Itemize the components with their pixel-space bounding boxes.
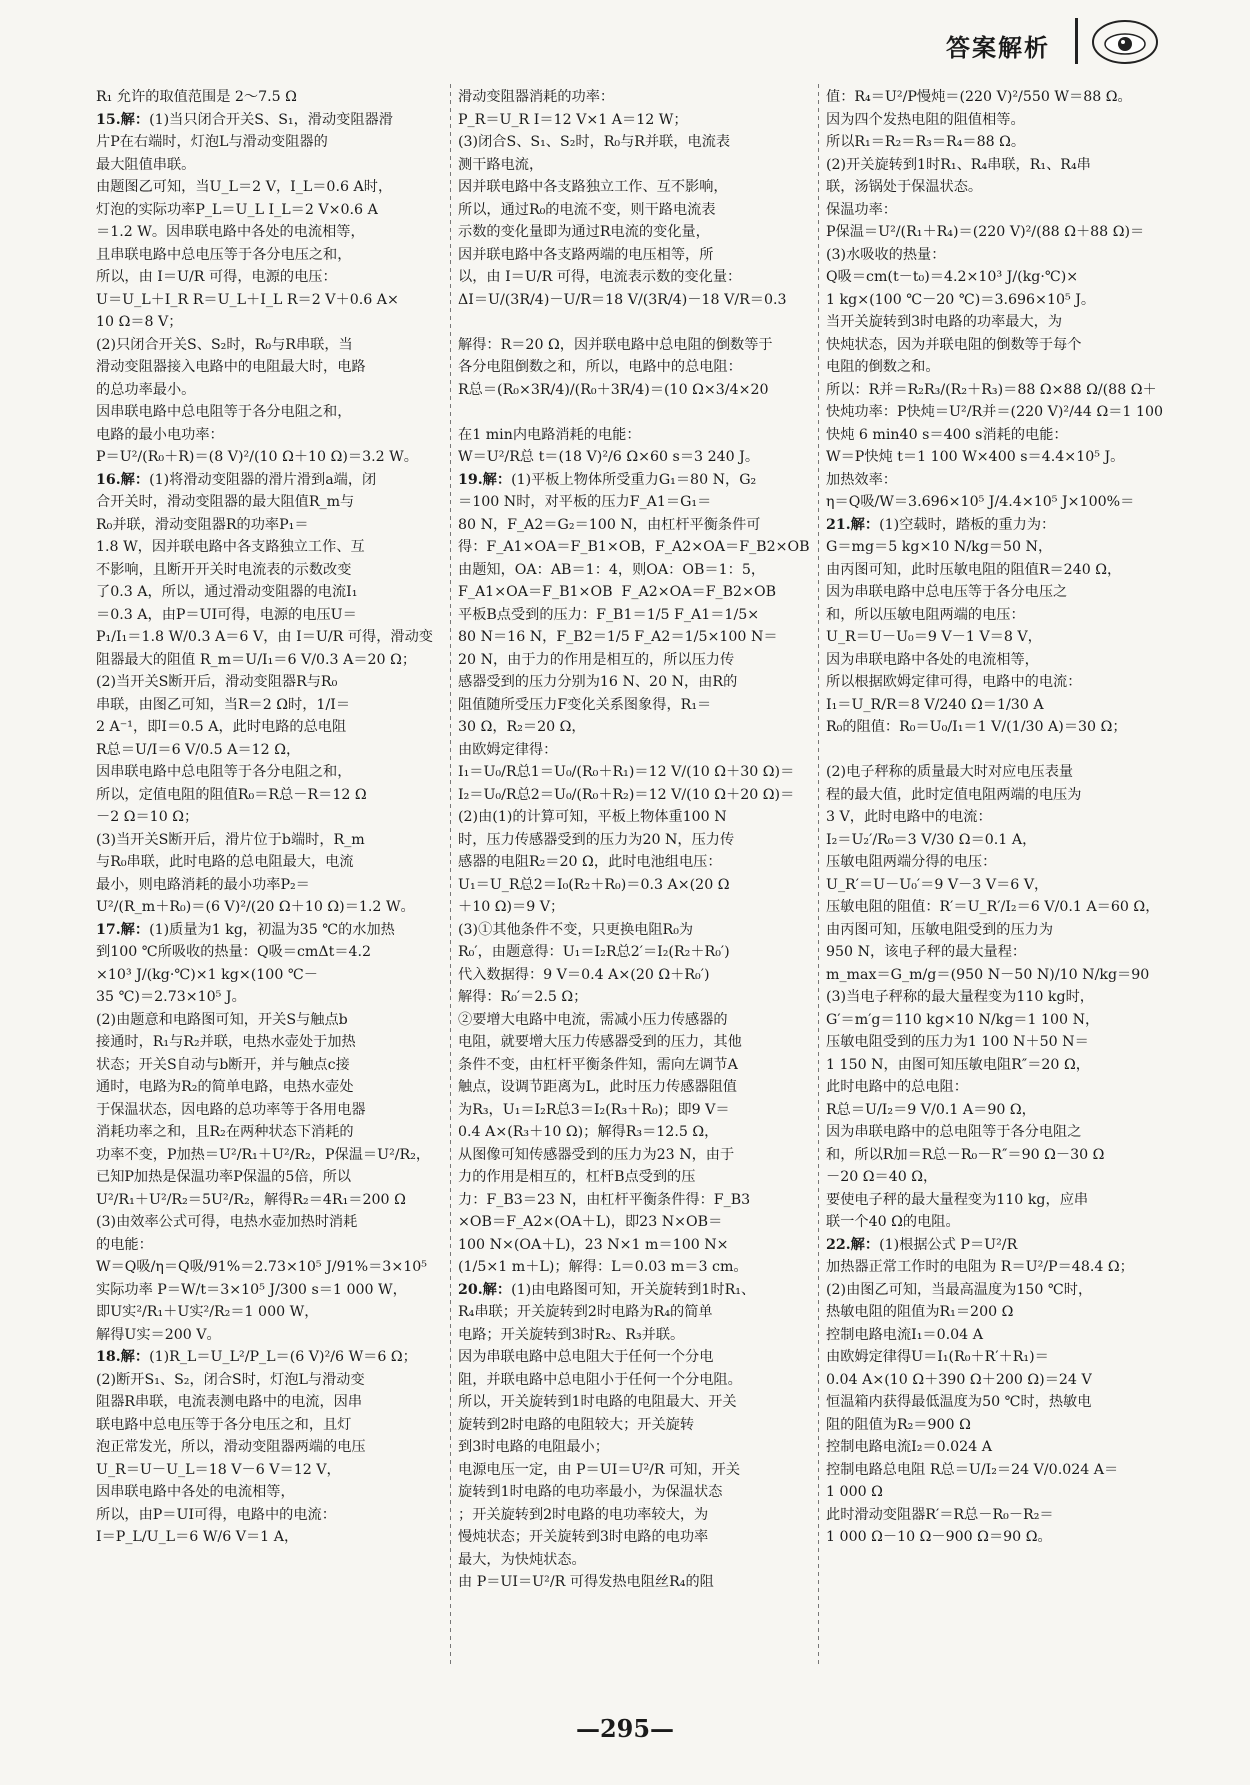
answer-line: 解得：R₀′＝2.5 Ω； (458, 989, 588, 1005)
answer-line: 21.解：(1)空载时，踏板的重力为： (826, 516, 1056, 533)
answer-line: (3)水吸收的热量： (826, 246, 946, 263)
answer-line: 加热器正常工作时的电阻为 R＝U²/P＝48.4 Ω； (826, 1259, 1134, 1275)
answer-line: 30 Ω，R₂＝20 Ω， (458, 719, 586, 735)
answer-line: (2)电子秤称的质量最大时对应电压表量 (826, 764, 1074, 780)
answer-line: 因为串联电路中各处的电流相等， (826, 651, 1039, 668)
answer-line: (2)只闭合开关S、S₂时，R₀与R串联，当 (96, 336, 353, 353)
answer-line: 所以，通过R₀的电流不变，则干路电流表 (458, 201, 716, 218)
answer-line: G＝mg＝5 kg×10 N/kg＝50 N， (826, 539, 1053, 555)
answer-line: 各分电阻倒数之和，所以，电路中的总电阻： (458, 359, 742, 375)
answer-line: I₁＝U_R/R＝8 V/240 Ω＝1/30 A (826, 696, 1044, 713)
answer-line: (2)断开S₁、S₂，闭合S时，灯泡L与滑动变 (96, 1371, 365, 1388)
answer-line: 功率不变，P加热＝U²/R₁＋U²/R₂，P保温＝U²/R₂， (96, 1146, 431, 1163)
answer-line: 在1 min内电路消耗的电能： (458, 426, 641, 443)
answer-line: 80 N＝16 N，F_B2＝1/5 F_A2＝1/5×100 N＝ (458, 629, 778, 645)
answer-line: 1 150 N，由图可知压敏电阻R″＝20 Ω， (826, 1056, 1090, 1073)
answer-line: 压敏电阻受到的压力为1 100 N＋50 N＝ (826, 1034, 1089, 1050)
answer-line: ＝100 N时，对平板的压力F_A1＝G₁＝ (458, 494, 712, 510)
answer-line: (2)由图乙可知，当最高温度为150 ℃时， (826, 1281, 1093, 1298)
answer-line: W＝U²/R总 t＝(18 V)²/6 Ω×60 s＝3 240 J。 (458, 449, 760, 465)
answer-line: 因为四个发热电阻的阻值相等。 (826, 111, 1025, 128)
answer-line: R总＝U/I＝6 V/0.5 A＝12 Ω， (96, 741, 301, 758)
answer-line: 19.解：(1)平板上物体所受重力G₁＝80 N，G₂ (458, 471, 757, 488)
answer-line: ＝1.2 W。因串联电路中各处的电流相等， (96, 224, 365, 240)
answer-line: 因为串联电路中总电压等于各分电压之 (826, 584, 1068, 600)
answer-line: 热敏电阻的阻值为R₁＝200 Ω (826, 1304, 1014, 1320)
answer-line: 控制电路电流I₁＝0.04 A (826, 1326, 983, 1343)
answer-line: ；开关旋转到2时电路的电功率较大，为 (458, 1506, 709, 1523)
answer-line: 80 N，F_A2＝G₂＝100 N，由杠杆平衡条件可 (458, 516, 761, 533)
answer-line: 控制电路电流I₂＝0.024 A (826, 1439, 992, 1455)
answer-line: 了0.3 A，所以，通过滑动变阻器的电流I₁ (96, 584, 358, 600)
answer-line: η＝Q吸/W＝3.696×10⁵ J/4.4×10⁵ J×100%＝ (826, 494, 1135, 510)
answer-line: 所以，定值电阻的阻值R₀＝R总－R＝12 Ω (96, 786, 367, 803)
answer-line: 17.解：(1)质量为1 kg，初温为35 ℃的水加热 (96, 921, 395, 938)
answer-line: I＝P_L/U_L＝6 W/6 V＝1 A， (96, 1529, 299, 1545)
answer-line: 不影响，且断开开关时电流表的示数改变 (96, 561, 352, 578)
answer-line: 阻值随所受压力F变化关系图象得，R₁＝ (458, 696, 712, 713)
answer-line: 程的最大值，此时定值电阻两端的电压为 (826, 786, 1082, 803)
answer-line: 由题知，OA：AB＝1：4，则OA：OB＝1：5， (458, 561, 766, 578)
answer-line (826, 739, 1171, 762)
answer-line: 20.解：(1)由电路图可知，开关旋转到1时R₁、 (458, 1281, 756, 1298)
answer-line: 最小，则电路消耗的最小功率P₂＝ (96, 876, 310, 893)
answer-line: 0.4 A×(R₃＋10 Ω)；解得R₃＝12.5 Ω， (458, 1124, 719, 1140)
answer-column-left (96, 86, 441, 1549)
answer-line: 以，由 I＝U/R 可得，电流表示数的变化量： (458, 269, 742, 285)
answer-line: (2)开关旋转到1时R₁、R₄串联，R₁、R₄串 (826, 156, 1091, 173)
answer-line: (2)当开关S断开后，滑动变阻器R与R₀ (96, 674, 338, 690)
answer-line: 时，压力传感器受到的压力为20 N，压力传 (458, 831, 735, 848)
answer-line: m_max＝G_m/g＝(950 N－50 N)/10 N/kg＝90 (826, 966, 1150, 983)
answer-line: 1.8 W，因并联电路中各支路独立工作、互 (96, 539, 365, 555)
answer-line: 此时电路中的总电阻： (826, 1079, 968, 1095)
answer-line: 实际功率 P＝W/t＝3×10⁵ J/300 s＝1 000 W， (96, 1281, 407, 1298)
answer-line: 慢炖状态；开关旋转到3时电路的电功率 (458, 1529, 709, 1545)
answer-line: 的总功率最小。 (96, 381, 196, 398)
answer-line: 快炖 6 min40 s＝400 s消耗的电能： (826, 426, 1068, 443)
answer-line: 联一个40 Ω的电阻。 (826, 1214, 960, 1230)
answer-line: 由欧姆定律得： (458, 741, 558, 758)
answer-line: 串联，由图乙可知，当R＝2 Ω时，1/I＝ (96, 696, 351, 713)
answer-line: (3)闭合S、S₁、S₂时，R₀与R并联，电流表 (458, 134, 731, 150)
answer-line: 阻器R串联，电流表测电路中的电流，因串 (96, 1394, 363, 1410)
answer-line: 于保温状态，因电路的总功率等于各用电器 (96, 1101, 366, 1118)
answer-line: 且串联电路中总电压等于各分电压之和， (96, 246, 352, 263)
answer-line: 解得：R＝20 Ω，因并联电路中总电阻的倒数等于 (458, 336, 773, 353)
answer-line: 阻，并联电路中总电阻小于任何一个分电阻。 (458, 1371, 742, 1388)
answer-line: 阻的阻值为R₂＝900 Ω (826, 1416, 971, 1433)
answer-line: 所以，由 I＝U/R 可得，电源的电压： (96, 269, 337, 285)
column-divider (450, 84, 451, 1664)
answer-line: 与R₀串联，此时电路的总电阻最大，电流 (96, 854, 354, 870)
answer-line: 平板B点受到的压力：F_B1＝1/5 F_A1＝1/5× (458, 606, 760, 623)
answer-line: 解得U实＝200 V。 (96, 1326, 221, 1343)
answer-line: 到100 ℃所吸收的热量：Q吸＝cmΔt＝4.2 (96, 944, 372, 960)
answer-line: 通时，电路为R₂的简单电路，电热水壶处 (96, 1079, 354, 1095)
answer-line: (2)由(1)的计算可知，平板上物体重100 N (458, 809, 727, 825)
header-rule (1075, 18, 1078, 64)
answer-line: 感器的电阻R₂＝20 Ω，此时电池组电压： (458, 854, 722, 870)
answer-line: 控制电路总电阻 R总＝U/I₂＝24 V/0.024 A＝ (826, 1461, 1119, 1478)
answer-line: 从图像可知传感器受到的压力为23 N，由于 (458, 1146, 735, 1163)
answer-line: 1 kg×(100 ℃－20 ℃)＝3.696×10⁵ J。 (826, 291, 1096, 308)
answer-line: 旋转到1时电路的电功率最小，为保温状态 (458, 1484, 723, 1500)
answer-line: 恒温箱内获得最低温度为50 ℃时，热敏电 (826, 1394, 1092, 1410)
answer-line: 片P在右端时，灯泡L与滑动变阻器的 (96, 134, 328, 150)
answer-line: 电路；开关旋转到3时R₂、R₃并联。 (458, 1326, 685, 1343)
answer-line: (3)当开关S断开后，滑片位于b端时，R_m (96, 831, 365, 848)
answer-line: ＋10 Ω)＝9 V； (458, 899, 565, 915)
answer-line: 15.解：(1)当只闭合开关S、S₁，滑动变阻器滑 (96, 111, 393, 128)
answer-line (458, 311, 813, 334)
answer-line: R总＝(R₀×3R/4)/(R₀＋3R/4)＝(10 Ω×3/4×20 (458, 381, 769, 398)
answer-line: W＝Q吸/η＝Q吸/91%＝2.73×10⁵ J/91%＝3×10⁵ (96, 1259, 427, 1275)
answer-line: R₁ 允许的取值范围是 2～7.5 Ω (96, 89, 297, 105)
answer-line: 20 N，由于力的作用是相互的，所以压力传 (458, 651, 735, 668)
page-number: —295— (575, 1714, 675, 1743)
answer-line: 消耗功率之和，且R₂在两种状态下消耗的 (96, 1124, 354, 1140)
answer-line: ②要增大电路中电流，需减小压力传感器的 (458, 1011, 728, 1028)
answer-line: 感器受到的压力分别为16 N、20 N，由R的 (458, 674, 738, 690)
answer-line: P保温＝U²/(R₁＋R₄)＝(220 V)²/(88 Ω＋88 Ω)＝ (826, 224, 1145, 240)
answer-line: 滑动变阻器接入电路中的电阻最大时，电路 (96, 359, 366, 375)
eye-logo-icon (1090, 18, 1160, 66)
answer-line: 阻器最大的阻值 R_m＝U/I₁＝6 V/0.3 A＝20 Ω； (96, 651, 417, 668)
answer-line: 3 V，此时电路中的电流： (826, 809, 992, 825)
answer-line: 因为串联电路中的总电阻等于各分电阻之 (826, 1124, 1082, 1140)
answer-line: 由丙图可知，此时压敏电阻的阻值R＝240 Ω， (826, 561, 1122, 578)
answer-line: 由丙图可知，压敏电阻受到的压力为 (826, 921, 1054, 938)
answer-line: 所以根据欧姆定律可得，电路中的电流： (826, 674, 1082, 690)
answer-line: (3)①其他条件不变，只更换电阻R₀为 (458, 921, 694, 938)
answer-line: U₁＝U_R总2＝I₀(R₂＋R₀)＝0.3 A×(20 Ω (458, 876, 730, 893)
answer-line: R₀并联，滑动变阻器R的功率P₁＝ (96, 516, 309, 533)
answer-line: P＝U²/(R₀＋R)＝(8 V)²/(10 Ω＋10 Ω)＝3.2 W。 (96, 449, 418, 465)
answer-line: 10 Ω＝8 V； (96, 314, 183, 330)
answer-line: (2)由题意和电路图可知，开关S与触点b (96, 1011, 348, 1028)
answer-line: 0.04 A×(10 Ω＋390 Ω＋200 Ω)＝24 V (826, 1371, 1092, 1388)
answer-line: (1/5×1 m＋L)；解得：L＝0.03 m＝3 cm。 (458, 1259, 748, 1275)
answer-line: 压敏电阻的阻值：R′＝U_R′/I₂＝6 V/0.1 A＝60 Ω， (826, 899, 1160, 915)
answer-line: 条件不变，由杠杆平衡条件知，需向左调节A (458, 1056, 738, 1073)
answer-line: 保温功率： (826, 201, 897, 218)
page-header (0, 0, 1250, 70)
answer-line: ×OB＝F_A2×(OA＋L)，即23 N×OB＝ (458, 1214, 723, 1230)
answer-line: 当开关旋转到3时电路的功率最大，为 (826, 314, 1063, 330)
answer-line: 最大阻值串联。 (96, 156, 196, 173)
answer-column-right (826, 86, 1171, 1549)
answer-line: 加热效率： (826, 471, 897, 488)
answer-line: 因串联电路中总电阻等于各分电阻之和， (96, 764, 352, 780)
answer-line: 最大，为快炖状态。 (458, 1551, 586, 1568)
answer-line: R₀的阻值：R₀＝U₀/I₁＝1 V/(1/30 A)＝30 Ω； (826, 719, 1127, 735)
answer-line: 力：F_B3＝23 N，由杠杆平衡条件得：F_B3 (458, 1191, 751, 1208)
section-title: 答案解析 (946, 34, 1050, 62)
answer-line: F_A1×OA＝F_B1×OB F_A2×OA＝F_B2×OB (458, 584, 777, 600)
answer-line: G′＝m′g＝110 kg×10 N/kg＝1 100 N， (826, 1011, 1100, 1028)
answer-line: 快炖状态，因为并联电阻的倒数等于每个 (826, 336, 1082, 353)
answer-line: 滑动变阻器消耗的功率： (458, 89, 615, 105)
answer-line: 所以，由P＝UI可得，电路中的电流： (96, 1506, 336, 1523)
answer-line: 所以：R并＝R₂R₃/(R₂＋R₃)＝88 Ω×88 Ω/(88 Ω＋ (826, 381, 1157, 398)
answer-line: 和，所以压敏电阻两端的电压： (826, 606, 1025, 623)
answer-line: ＝0.3 A，由P＝UI可得，电源的电压U＝ (96, 606, 357, 623)
answer-line: 即U实²/R₁＋U实²/R₂＝1 000 W， (96, 1304, 319, 1320)
answer-line: R₀′，由题意得：U₁＝I₂R总2′＝I₂(R₂＋R₀′) (458, 944, 730, 960)
answer-line: 触点，设调节距离为L，此时压力传感器阻值 (458, 1079, 737, 1095)
answer-line: 电阻，就要增大压力传感器受到的压力，其他 (458, 1034, 742, 1050)
answer-line: (3)由效率公式可得，电热水壶加热时消耗 (96, 1214, 358, 1230)
answer-line: ×10³ J/(kg·℃)×1 kg×(100 ℃－ (96, 966, 318, 983)
answer-line: 所以R₁＝R₂＝R₃＝R₄＝88 Ω。 (826, 134, 1026, 150)
answer-line: U²/R₁＋U²/R₂＝5U²/R₂，解得R₂＝4R₁＝200 Ω (96, 1191, 406, 1208)
answer-line: U²/(R_m＋R₀)＝(6 V)²/(20 Ω＋10 Ω)＝1.2 W。 (96, 899, 415, 915)
answer-line: 所以，开关旋转到1时电路的电阻最大、开关 (458, 1394, 737, 1410)
answer-line: 因并联电路中各支路两端的电压相等，所 (458, 246, 714, 263)
answer-line: W＝P快炖 t＝1 100 W×400 s＝4.4×10⁵ J。 (826, 449, 1125, 465)
answer-line: －20 Ω＝40 Ω， (826, 1169, 938, 1185)
answer-line: 代入数据得：9 V＝0.4 A×(20 Ω＋R₀′) (458, 966, 710, 983)
answer-line: I₁＝U₀/R总1＝U₀/(R₀＋R₁)＝12 V/(10 Ω＋30 Ω)＝ (458, 764, 795, 780)
answer-line: 值：R₄＝U²/P慢炖＝(220 V)²/550 W＝88 Ω。 (826, 89, 1132, 105)
answer-line: 要使电子秤的最大量程变为110 kg，应串 (826, 1191, 1089, 1208)
answer-line: 电路的最小电功率： (96, 426, 224, 443)
answer-line: 2 A⁻¹，即I＝0.5 A，此时电路的总电阻 (96, 719, 347, 735)
answer-line: 到3时电路的电阻最小； (458, 1439, 609, 1455)
answer-line: (3)当电子秤称的最大量程变为110 kg时， (826, 989, 1094, 1005)
answer-line: 测干路电流， (458, 156, 544, 173)
answer-line: 状态；开关S自动与b断开，并与触点c接 (96, 1056, 350, 1073)
answer-line: 泡正常发光，所以，滑动变阻器两端的电压 (96, 1439, 366, 1455)
answer-line: R总＝U/I₂＝9 V/0.1 A＝90 Ω， (826, 1101, 1036, 1118)
answer-line: 示数的变化量即为通过R电流的变化量， (458, 224, 710, 240)
answer-column-middle (458, 86, 813, 1594)
answer-line: 由题图乙可知，当U_L＝2 V，I_L＝0.6 A时， (96, 179, 393, 195)
answer-line: －2 Ω＝10 Ω； (96, 809, 199, 825)
answer-line: 因为串联电路中总电阻大于任何一个分电 (458, 1349, 714, 1365)
answer-line: 1 000 Ω (826, 1484, 883, 1500)
answer-line: U_R＝U－U_L＝18 V－6 V＝12 V， (96, 1461, 341, 1478)
answer-line (458, 401, 813, 424)
answer-line: 由欧姆定律得U＝I₁(R₀＋R′＋R₁)＝ (826, 1349, 1049, 1365)
answer-line: P₁/I₁＝1.8 W/0.3 A＝6 V，由 I＝U/R 可得，滑动变 (96, 629, 433, 645)
answer-line: 联电路中总电压等于各分电压之和，且灯 (96, 1416, 352, 1433)
answer-line: 因并联电路中各支路独立工作、互不影响， (458, 179, 728, 195)
answer-line: I₂＝U₂′/R₀＝3 V/30 Ω＝0.1 A， (826, 831, 1037, 848)
answer-line: 压敏电阻两端分得的电压： (826, 854, 997, 870)
answer-line: 950 N，该电子秤的最大量程： (826, 944, 1027, 960)
answer-line: 合开关时，滑动变阻器的最大阻值R_m与 (96, 494, 355, 510)
answer-line: 的电能： (96, 1236, 153, 1253)
answer-line: 35 ℃)＝2.73×10⁵ J。 (96, 989, 246, 1005)
answer-line: 和，所以R加＝R总－R₀－R″＝90 Ω－30 Ω (826, 1146, 1105, 1163)
answer-line: 为R₃，U₁＝I₂R总3＝I₂(R₃＋R₀)；即9 V＝ (458, 1101, 730, 1118)
answer-line: 22.解：(1)根据公式 P＝U²/R (826, 1236, 1018, 1253)
answer-line: I₂＝U₀/R总2＝U₀/(R₀＋R₂)＝12 V/(10 Ω＋20 Ω)＝ (458, 786, 795, 803)
answer-line: 接通时，R₁与R₂并联，电热水壶处于加热 (96, 1034, 356, 1050)
answer-line: U_R′＝U－U₀′＝9 V－3 V＝6 V， (826, 876, 1049, 893)
column-divider (818, 84, 819, 1664)
answer-line: U_R＝U－U₀＝9 V－1 V＝8 V， (826, 629, 1042, 645)
answer-line: 力的作用是相互的，杠杆B点受到的压 (458, 1169, 696, 1185)
answer-line: 灯泡的实际功率P_L＝U_L I_L＝2 V×0.6 A (96, 201, 378, 218)
answer-line: 1 000 Ω－10 Ω－900 Ω＝90 Ω。 (826, 1529, 1052, 1545)
answer-line: P_R＝U_R I＝12 V×1 A＝12 W； (458, 111, 688, 128)
answer-line: 因串联电路中各处的电流相等， (96, 1484, 295, 1500)
answer-line: 16.解：(1)将滑动变阻器的滑片滑到a端，闭 (96, 471, 377, 488)
answer-line: 旋转到2时电路的电阻较大；开关旋转 (458, 1416, 695, 1433)
answer-line: 已知P加热是保温功率P保温的5倍，所以 (96, 1169, 352, 1185)
answer-line: 因串联电路中总电阻等于各分电阻之和， (96, 404, 352, 420)
answer-line: 电源电压一定，由 P＝UI＝U²/R 可知，开关 (458, 1461, 741, 1478)
answer-line: ΔI＝U/(3R/4)－U/R＝18 V/(3R/4)－18 V/R＝0.3 (458, 291, 787, 308)
answer-line: 100 N×(OA＋L)，23 N×1 m＝100 N× (458, 1236, 729, 1253)
answer-line: 由 P＝UI＝U²/R 可得发热电阻丝R₄的阻 (458, 1574, 714, 1590)
answer-line: Q吸＝cm(t－t₀)＝4.2×10³ J/(kg·℃)× (826, 269, 1079, 285)
answer-line: 快炖功率：P快炖＝U²/R并＝(220 V)²/44 Ω＝1 100 (826, 404, 1164, 420)
answer-line: U＝U_L＋I_R R＝U_L＋I_L R＝2 V＋0.6 A× (96, 291, 399, 308)
answer-line: 电阻的倒数之和。 (826, 359, 940, 375)
answer-line: 此时滑动变阻器R′＝R总－R₀－R₂＝ (826, 1506, 1054, 1523)
answer-line: 联，汤锅处于保温状态。 (826, 179, 983, 195)
answer-line: R₄串联；开关旋转到2时电路为R₄的简单 (458, 1304, 713, 1320)
answer-line: 得：F_A1×OA＝F_B1×OB，F_A2×OA＝F_B2×OB (458, 539, 810, 555)
answer-line: 18.解：(1)R_L＝U_L²/P_L＝(6 V)²/6 W＝6 Ω； (96, 1349, 417, 1365)
